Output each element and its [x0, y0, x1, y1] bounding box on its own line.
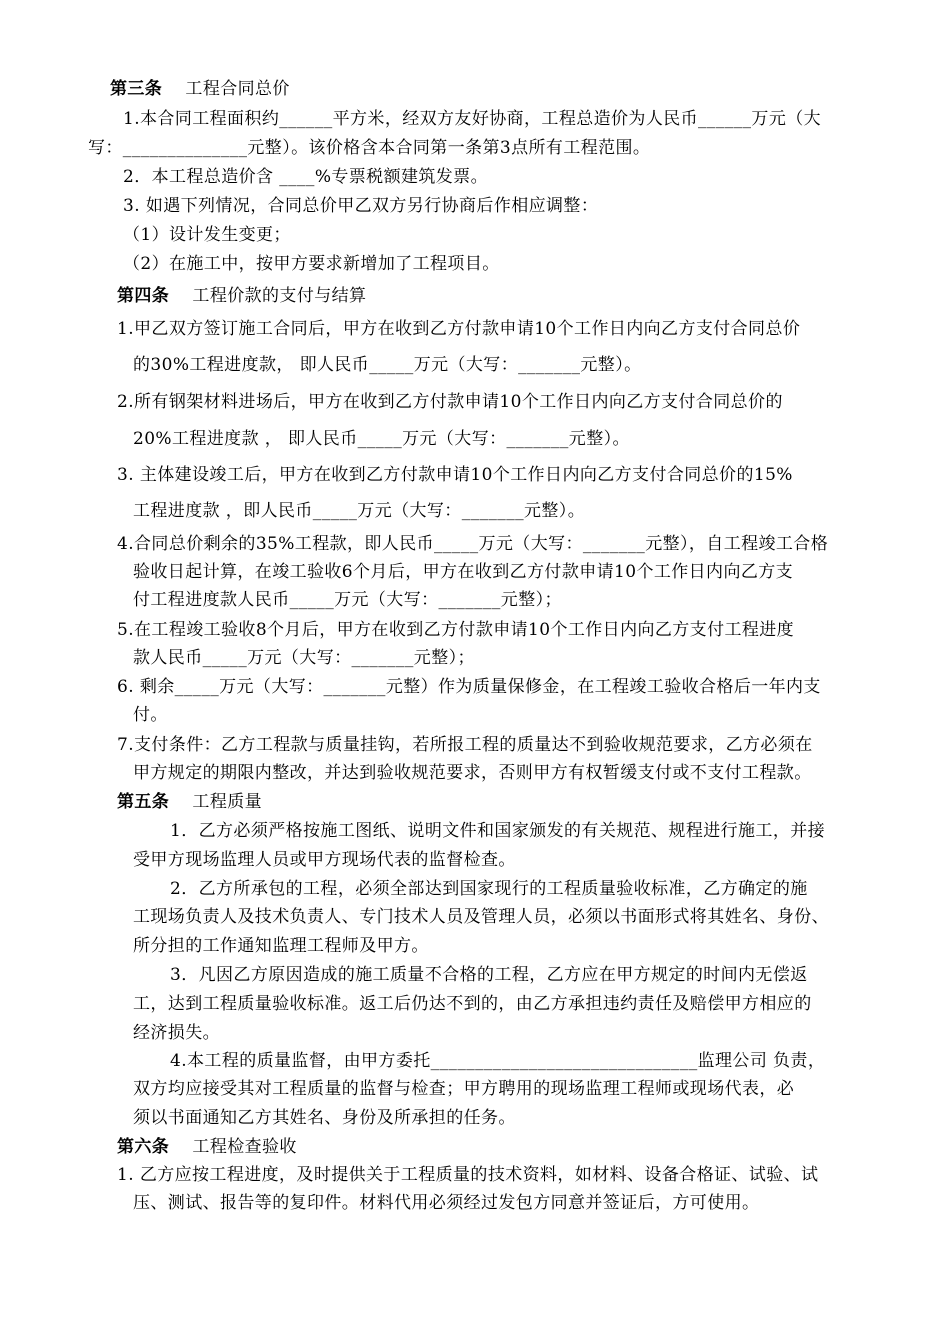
s4-item-7-line-2: 甲方规定的期限内整改，并达到验收规范要求，否则甲方有权暂缓支付或不支付工程款。 — [133, 763, 812, 783]
section-4-title: 工程价款的支付与结算 — [192, 286, 367, 306]
s4-item-4-line-2: 验收日起计算，在竣工验收6个月后，甲方在收到乙方付款申请10个工作日内向乙方支 — [133, 562, 794, 582]
s5-clause-2-line-3: 所分担的工作通知监理工程师及甲方。 — [133, 936, 429, 956]
section-3-title: 工程合同总价 — [185, 79, 290, 99]
s6-clause-1-line-1: 1. 乙方应按工程进度，及时提供关于工程质量的技术资料，如材料、设备合格证、试验、试 — [117, 1165, 819, 1185]
s5-clause-1-line-1: 1．乙方必须严格按施工图纸、说明文件和国家颁发的有关规范、规程进行施工，并接 — [170, 821, 826, 841]
s3-clause-1-line-1: 1.本合同工程面积约______平方米，经双方友好协商，工程总造价为人民币______万元（大 — [123, 109, 822, 129]
s4-item-3-line-1: 3. 主体建设竣工后，甲方在收到乙方付款申请10个工作日内向乙方支付合同总价的15% — [117, 465, 793, 485]
s3-clause-1-line-2: 写：______________元整）。该价格含本合同第一条第3点所有工程范围。 — [88, 138, 651, 158]
s4-item-5-line-2: 款人民币_____万元（大写：_______元整）； — [133, 648, 475, 668]
s4-item-7-line-1: 7.支付条件：乙方工程款与质量挂钩，若所报工程的质量达不到验收规范要求，乙方必须在 — [117, 735, 813, 755]
section-6-title: 工程检查验收 — [192, 1137, 297, 1157]
s6-clause-1-line-2: 压、测试、报告等的复印件。材料代用必须经过发包方同意并签证后，方可使用。 — [133, 1193, 760, 1213]
s4-item-6-line-1: 6. 剩余_____万元（大写：_______元整）作为质量保修金，在工程竣工验收合格后一年内支 — [117, 677, 821, 697]
section-5-heading — [117, 790, 262, 814]
section-5-number: 第五条 — [117, 792, 170, 812]
s5-clause-3-line-3: 经济损失。 — [133, 1023, 220, 1043]
s4-item-1-line-2: 的30%工程进度款， 即人民币_____万元（大写：_______元整）。 — [133, 355, 642, 375]
s5-clause-2-line-1: 2．乙方所承包的工程，必须全部达到国家现行的工程质量验收标准，乙方确定的施 — [170, 879, 808, 899]
s4-item-1-line-1: 1.甲乙双方签订施工合同后，甲方在收到乙方付款申请10个工作日内向乙方支付合同总价 — [117, 319, 801, 339]
s3-clause-3-item-1: （1）设计发生变更； — [123, 225, 291, 245]
s5-clause-3-line-1: 3．凡因乙方原因造成的施工质量不合格的工程，乙方应在甲方规定的时间内无偿返 — [170, 965, 808, 985]
s4-item-2-line-2: 20%工程进度款 ， 即人民币_____万元（大写：_______元整）。 — [133, 429, 630, 449]
s5-clause-4-line-2: 双方均应接受其对工程质量的监督与检查；甲方聘用的现场监理工程师或现场代表，必 — [133, 1079, 795, 1099]
section-4-heading — [117, 284, 366, 308]
s5-clause-4-line-1: 4.本工程的质量监督，由甲方委托______________________________监理公司 负责， — [170, 1051, 826, 1071]
s4-item-4-line-1: 4.合同总价剩余的35%工程款，即人民币_____万元（大写：_______元整），自工程竣工合格 — [117, 534, 829, 554]
s3-clause-3-item-2: （2）在施工中，按甲方要求新增加了工程项目。 — [123, 254, 500, 274]
s4-item-5-line-1: 5.在工程竣工验收8个月后，甲方在收到乙方付款申请10个工作日内向乙方支付工程进度 — [117, 620, 795, 640]
s3-clause-2: 2．本工程总造价含 ____%专票税额建筑发票。 — [123, 167, 488, 187]
s5-clause-3-line-2: 工，达到工程质量验收标准。返工后仍达不到的，由乙方承担违约责任及赔偿甲方相应的 — [133, 994, 812, 1014]
section-3-heading — [110, 77, 290, 101]
section-4-number: 第四条 — [117, 286, 170, 306]
s4-item-4-line-3: 付工程进度款人民币_____万元（大写：_______元整）； — [133, 590, 562, 610]
s4-item-2-line-1: 2.所有钢架材料进场后，甲方在收到乙方付款申请10个工作日内向乙方支付合同总价的 — [117, 392, 783, 412]
s4-item-6-line-2: 付。 — [133, 705, 168, 725]
s3-clause-3: 3. 如遇下列情况，合同总价甲乙双方另行协商后作相应调整： — [123, 196, 599, 216]
section-5-title: 工程质量 — [192, 792, 263, 812]
section-6-number: 第六条 — [117, 1137, 170, 1157]
s4-item-3-line-2: 工程进度款 ，即人民币_____万元（大写：_______元整）。 — [133, 501, 586, 521]
s5-clause-1-line-2: 受甲方现场监理人员或甲方现场代表的监督检查。 — [133, 850, 516, 870]
s5-clause-4-line-3: 须以书面通知乙方其姓名、身份及所承担的任务。 — [133, 1108, 516, 1128]
section-6-heading — [117, 1135, 297, 1159]
section-3-number: 第三条 — [110, 79, 163, 99]
s5-clause-2-line-2: 工现场负责人及技术负责人、专门技术人员及管理人员，必须以书面形式将其姓名、身份、 — [133, 907, 829, 927]
